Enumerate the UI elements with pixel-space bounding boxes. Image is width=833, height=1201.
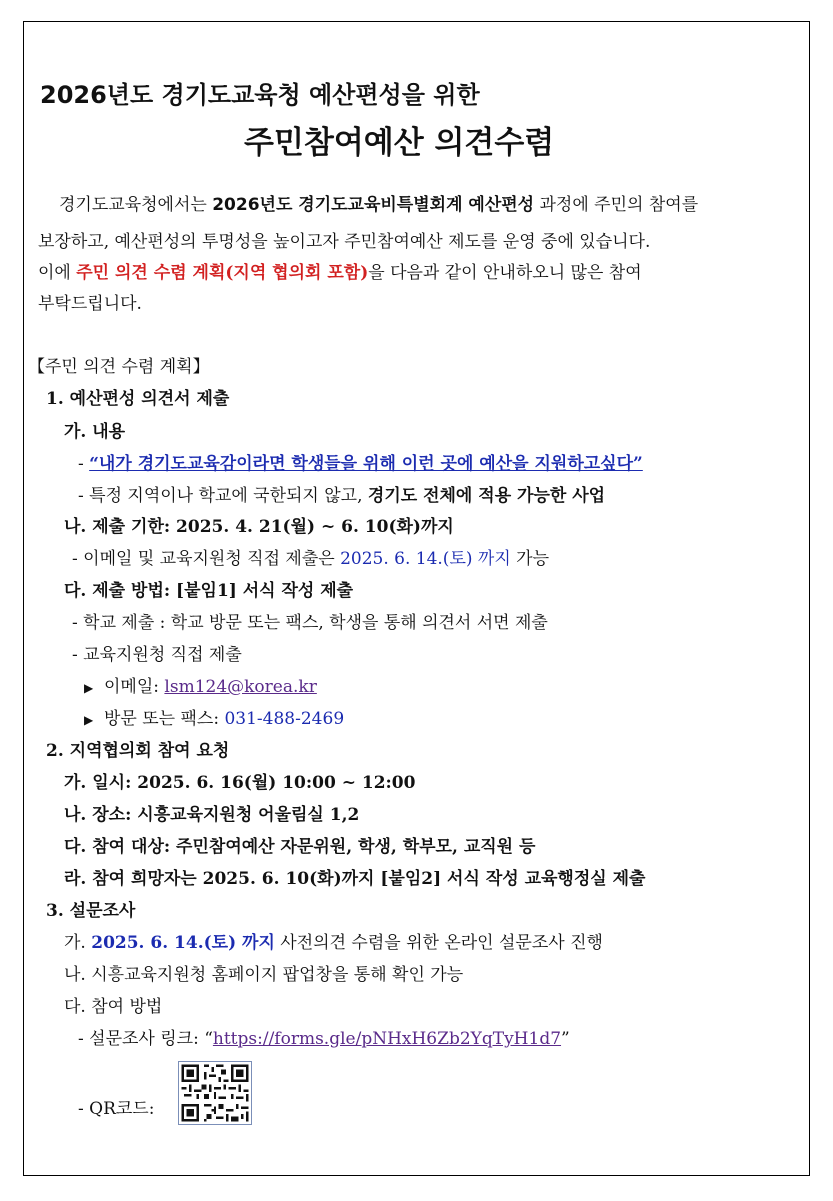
item-text: - 특정 지역이나 학교에 국한되지 않고, xyxy=(78,486,368,506)
fax-label: 방문 또는 팩스: xyxy=(104,709,225,729)
link-quote: ” xyxy=(561,1029,570,1049)
intro-emphasis: 2026년도 경기도교육비특별회계 예산편성 xyxy=(212,195,535,215)
item-emphasis: 경기도 전체에 적용 가능한 사업 xyxy=(367,486,606,506)
triangle-right-icon: ▶ xyxy=(84,681,94,695)
section-1b-title: 나. 제출 기한: 2025. 4. 21(월) ~ 6. 10(화)까지 xyxy=(64,517,454,537)
survey-deadline: 2025. 6. 14.(토) 까지 xyxy=(91,933,275,953)
item-text: - 이메일 및 교육지원청 직접 제출은 xyxy=(72,549,341,569)
section-3c: 다. 참여 방법 xyxy=(64,997,163,1017)
qr-label: - QR코드: xyxy=(78,1099,155,1119)
section-1c-item-2: - 교육지원청 직접 제출 xyxy=(72,645,242,665)
intro-text: 경기도교육청에서는 xyxy=(59,195,213,215)
section-1c-title: 다. 제출 방법: [붙임1] 서식 작성 제출 xyxy=(64,581,354,601)
survey-link[interactable]: https://forms.gle/pNHxH6Zb2YqTyH1d7 xyxy=(212,1029,562,1049)
intro-line-4: 부탁드립니다. xyxy=(38,294,142,314)
section-1a-title: 가. 내용 xyxy=(64,422,126,442)
survey-link-row xyxy=(78,1028,570,1050)
title-line-1: 2026년도 경기도교육청 예산편성을 위한 xyxy=(40,81,480,109)
intro-text: 을 다음과 같이 안내하오니 많은 참여 xyxy=(368,263,642,283)
section-2a: 가. 일시: 2025. 6. 16(월) 10:00 ~ 12:00 xyxy=(64,773,416,793)
plan-heading: 【주민 의견 수렴 계획】 xyxy=(28,357,210,377)
section-2b: 나. 장소: 시흥교육지원청 어울림실 1,2 xyxy=(64,805,360,825)
title-line-2: 주민참여예산 의견수렴 xyxy=(244,125,555,161)
fax-row xyxy=(84,708,344,731)
section-2c: 다. 참여 대상: 주민참여예산 자문위원, 학생, 학부모, 교직원 등 xyxy=(64,837,536,857)
triangle-right-icon: ▶ xyxy=(84,713,94,727)
deadline-date: 2025. 6. 14.(토) 까지 xyxy=(340,549,511,569)
section-1a-item-1 xyxy=(78,453,643,475)
qr-code[interactable] xyxy=(178,1061,252,1125)
intro-text: 과정에 주민의 참여를 xyxy=(534,195,699,215)
intro-text: 이에 xyxy=(38,263,77,283)
section-3b: 나. 시흥교육지원청 홈페이지 팝업창을 통해 확인 가능 xyxy=(64,965,464,985)
item-text: 가능 xyxy=(510,549,549,569)
section-2d: 라. 참여 희망자는 2025. 6. 10(화)까지 [붙임2] 서식 작성 교육행정실 제출 xyxy=(64,869,646,889)
item-prefix: 가. xyxy=(64,933,92,953)
email-row xyxy=(84,676,317,699)
dash: - xyxy=(78,454,90,474)
section-3a xyxy=(64,932,603,954)
section-2-title: 2. 지역협의회 참여 요청 xyxy=(46,741,230,761)
section-1b-item xyxy=(72,548,549,570)
intro-line-2: 보장하고, 예산편성의 투명성을 높이고자 주민참여예산 제도를 운영 중에 있습니다. xyxy=(38,232,651,252)
email-label: 이메일: xyxy=(104,677,165,697)
email-link[interactable]: lsm124@korea.kr xyxy=(164,677,317,697)
item-text: 사전의견 수렴을 위한 온라인 설문조사 진행 xyxy=(274,933,603,953)
intro-line-3 xyxy=(38,262,642,284)
section-3-title: 3. 설문조사 xyxy=(46,901,136,921)
intro-highlight: 주민 의견 수렴 계획(지역 협의회 포함) xyxy=(76,263,369,283)
link-label: - 설문조사 링크: “ xyxy=(78,1029,213,1049)
intro-line-1 xyxy=(59,194,698,216)
section-1c-item-1: - 학교 제출 : 학교 방문 또는 팩스, 학생을 통해 의견서 서면 제출 xyxy=(72,613,548,633)
section-1-title: 1. 예산편성 의견서 제출 xyxy=(46,389,230,409)
fax-number: 031-488-2469 xyxy=(224,709,345,729)
qr-code-icon xyxy=(179,1062,251,1124)
slogan: “내가 경기도교육감이라면 학생들을 위해 이런 곳에 예산을 지원하고싶다” xyxy=(89,454,643,474)
section-1a-item-2 xyxy=(78,485,605,507)
